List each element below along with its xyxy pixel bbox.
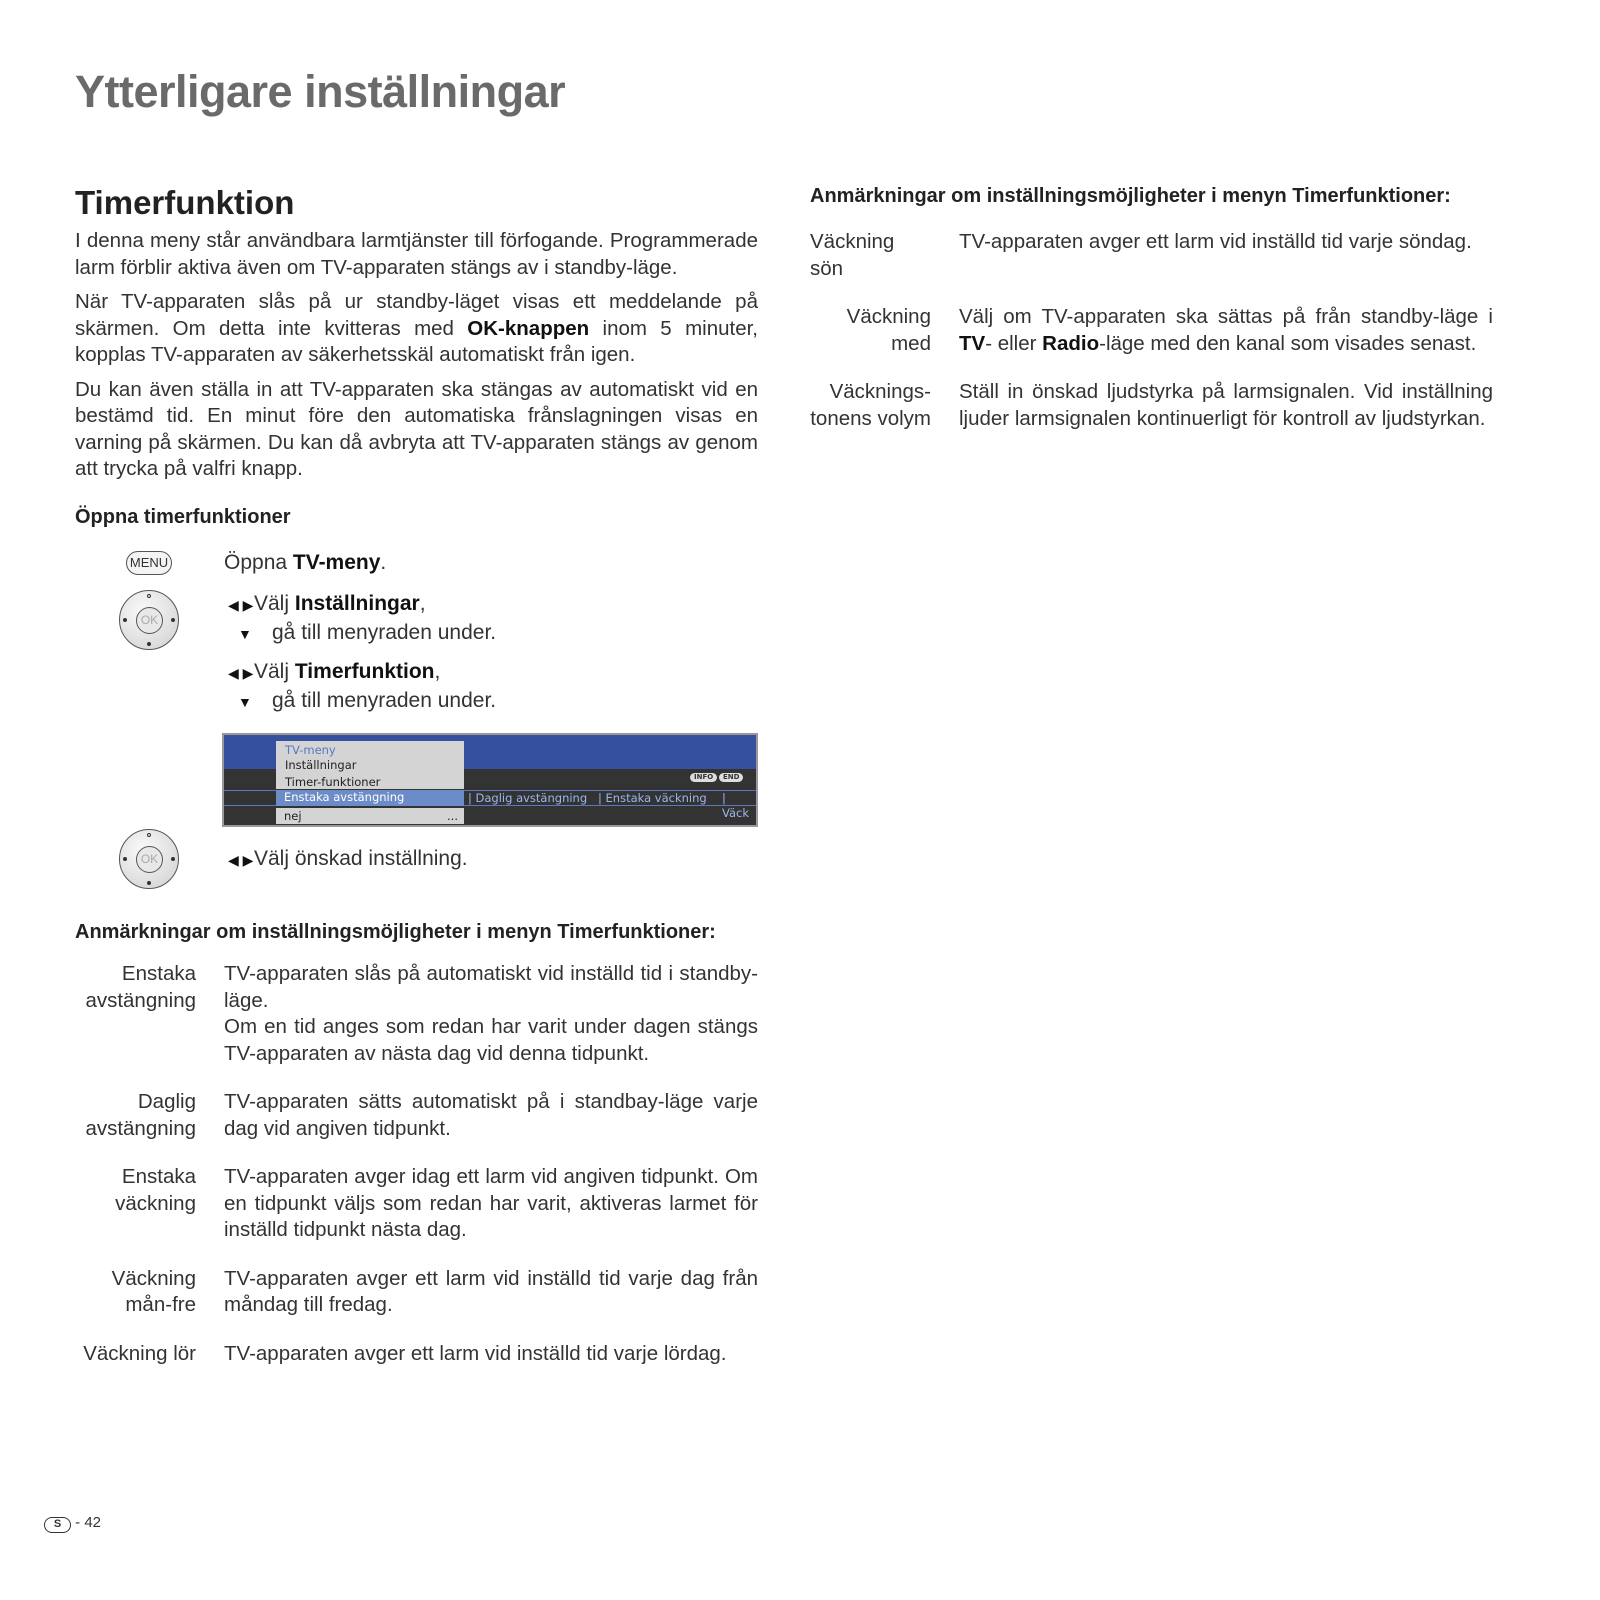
note-row: Väcknings- tonens volym Ställ in önskad ljudstyrka på larmsignalen. Vid inställning ljuder larmsignalen kontinuerligt för kontroll av ljudstyrkan. [810, 380, 1493, 430]
step-choose: ◀ ▶Välj önskad inställning. [228, 845, 468, 874]
note-row: Väckning med Välj om TV-apparaten ska sättas på från standby-läge i TV- eller Radio-läge med den kanal som visades senast. [846, 305, 1493, 355]
note-row: Enstaka väckning TV-apparaten avger idag ett larm vid angiven tidpunkt. Om en tidpunkt väljs som redan har varit, aktiveras larmet för inställd tidpunkt nästa dag. [115, 1165, 758, 1241]
note-row: Väckning mån-fre TV-apparaten avger ett larm vid inställd tid varje dag från måndag till fredag. [111, 1266, 758, 1316]
notes-heading-right: Anmärkningar om inställningsmöjligheter i menyn Timerfunktioner: [810, 185, 1451, 207]
intro-p2: När TV-apparaten slås på ur standby-läget visas ett meddelande på skärmen. Om detta inte kvitteras med OK-knappen inom 5 minuter, kopplas TV-apparaten av säkerhetsskäl automatiskt från igen. [75, 290, 758, 366]
left-right-arrow-icon: ◀ ▶ [228, 665, 254, 681]
note-row: Daglig avstängning TV-apparaten sätts automatiskt på i standbay-läge varje dag vid angiven tidpunkt. [85, 1090, 758, 1140]
down-arrow-icon: ▼ [238, 626, 252, 642]
step-select-settings: ◀ ▶Välj Inställningar, ▼ gå till menyraden under. [228, 590, 496, 648]
tv-menu-screenshot: TV-meny Inställningar Timer-funktioner INFO END Enstaka avstängning | Daglig avstängning | Enstaka väckning | Väck nej ... [222, 733, 758, 827]
notes-left [75, 961, 758, 1367]
step-open-menu: Öppna TV-meny. [224, 551, 387, 574]
note-row: Väckning sön TV-apparaten avger ett larm vid inställd tid varje söndag. [810, 230, 1472, 280]
notes-heading: Anmärkningar om inställningsmöjligheter i menyn Timerfunktioner: [75, 921, 716, 943]
page-footer [44, 1514, 101, 1533]
language-badge: S [44, 1517, 71, 1533]
note-row: Väckning lör TV-apparaten avger ett larm vid inställd tid varje lördag. [83, 1341, 727, 1365]
section-title: Timerfunktion [75, 184, 295, 221]
tv-menu-selected: Enstaka avstängning [276, 790, 464, 806]
intro-p1: I denna meny står användbara larmtjänster till förfogande. Programmerade larm förblir aktiva även om TV-apparaten stängs av i standby-läge. [75, 229, 758, 279]
dpad-icon: OK [119, 829, 179, 889]
intro-p3: Du kan även ställa in att TV-apparaten ska stängas av automatiskt vid en bestämd tid. En minut före den automatiska frånslagningen visas en varning på skärmen. Du kan då avbryta att TV-apparaten stängs av genom att trycka på valfri knapp. [75, 377, 758, 480]
open-heading: Öppna timerfunktioner [75, 506, 291, 528]
note-row: Enstaka avstängning TV-apparaten slås på automatiskt vid inställd tid i standby-läge. Om en tid anges som redan har varit under dagen stängs TV-apparaten av nästa dag vid denna tidpunkt. [85, 962, 758, 1065]
page-title: Ytterligare inställningar [75, 66, 566, 117]
left-right-arrow-icon: ◀ ▶ [228, 852, 254, 868]
left-right-arrow-icon: ◀ ▶ [228, 597, 254, 613]
menu-button-icon: MENU [126, 551, 172, 575]
intro [75, 228, 758, 483]
step-select-timer: ◀ ▶Välj Timerfunktion, ▼ gå till menyraden under. [228, 658, 496, 716]
page-number: - 42 [75, 1514, 102, 1531]
dpad-icon: OK [119, 590, 179, 650]
notes-right [810, 229, 1493, 432]
down-arrow-icon: ▼ [238, 694, 252, 710]
